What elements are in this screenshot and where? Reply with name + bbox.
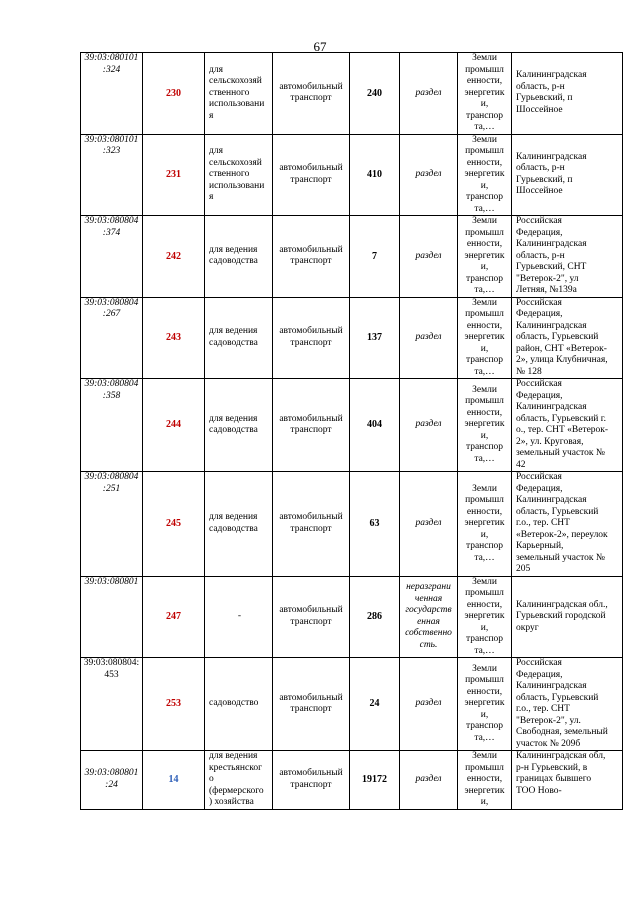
address-cell: Российская Федерация, Калининградская область, Гурьевский г.о., тер. СНТ «Ветерок-2», переулок Карьерный, земельный участок № 205 xyxy=(512,472,623,577)
area-cell: 410 xyxy=(350,134,400,216)
transport-type-cell: автомобильный транспорт xyxy=(273,53,350,135)
table-row xyxy=(81,751,623,810)
table-row xyxy=(81,658,623,751)
land-category-cell: Земли промышл енности, энергетик и, транспор та,… xyxy=(458,576,512,658)
cadastral-number-cell: 39:03:080101 :324 xyxy=(81,53,143,135)
area-cell: 286 xyxy=(350,576,400,658)
ownership-note-cell: раздел xyxy=(400,53,458,135)
address-cell: Калининградская область, р-н Гурьевский, п Шоссейное xyxy=(512,134,623,216)
area-cell: 24 xyxy=(350,658,400,751)
transport-type-cell: автомобильный транспорт xyxy=(273,472,350,577)
area-cell: 240 xyxy=(350,53,400,135)
permitted-use-cell: для ведения садоводства xyxy=(205,216,273,298)
address-cell: Калининградская обл, р-н Гурьевский, в границах бывшего ТОО Ново- xyxy=(512,751,623,810)
row-number-cell: 253 xyxy=(143,658,205,751)
row-number-cell: 247 xyxy=(143,576,205,658)
row-number-cell: 230 xyxy=(143,53,205,135)
transport-type-cell: автомобильный транспорт xyxy=(273,216,350,298)
table-row xyxy=(81,134,623,216)
table-row xyxy=(81,379,623,472)
address-cell: Российская Федерация, Калининградская область, р-н Гурьевский, СНТ "Ветерок-2", ул Летняя, №139а xyxy=(512,216,623,298)
address-cell: Калининградская область, р-н Гурьевский, п Шоссейное xyxy=(512,53,623,135)
land-category-cell: Земли промышл енности, энергетик и, транспор та,… xyxy=(458,472,512,577)
land-category-cell: Земли промышл енности, энергетик и, транспор та,… xyxy=(458,53,512,135)
permitted-use-cell: для ведения садоводства xyxy=(205,379,273,472)
permitted-use-cell: для ведения крестьянског о (фермерского ) хозяйства xyxy=(205,751,273,810)
row-number-cell: 245 xyxy=(143,472,205,577)
ownership-note-cell: раздел xyxy=(400,134,458,216)
row-number-cell: 244 xyxy=(143,379,205,472)
permitted-use-cell: для ведения садоводства xyxy=(205,297,273,379)
row-number-cell: 231 xyxy=(143,134,205,216)
cadastral-number-cell: 39:03:080804 :251 xyxy=(81,472,143,577)
ownership-note-cell: раздел xyxy=(400,658,458,751)
cadastral-number-cell: 39:03:080101 :323 xyxy=(81,134,143,216)
transport-type-cell: автомобильный транспорт xyxy=(273,576,350,658)
area-cell: 63 xyxy=(350,472,400,577)
transport-type-cell: автомобильный транспорт xyxy=(273,658,350,751)
cadastral-number-cell: 39:03:080804 :374 xyxy=(81,216,143,298)
ownership-note-cell: неразграни ченная государств енная собственно сть. xyxy=(400,576,458,658)
permitted-use-cell: - xyxy=(205,576,273,658)
address-cell: Российская Федерация, Калининградская область, Гурьевский район, СНТ «Ветерок- 2», улица Клубничная, № 128 xyxy=(512,297,623,379)
row-number-cell: 243 xyxy=(143,297,205,379)
area-cell: 404 xyxy=(350,379,400,472)
permitted-use-cell: садоводство xyxy=(205,658,273,751)
row-number-cell: 242 xyxy=(143,216,205,298)
permitted-use-cell: для сельскохозяй ственного использовани я xyxy=(205,134,273,216)
land-category-cell: Земли промышл енности, энергетик и, транспор та,… xyxy=(458,297,512,379)
land-category-cell: Земли промышл енности, энергетик и, транспор та,… xyxy=(458,216,512,298)
land-plots-table xyxy=(80,52,623,810)
table-row xyxy=(81,53,623,135)
land-category-cell: Земли промышл енности, энергетик и, xyxy=(458,751,512,810)
address-cell: Российская Федерация, Калининградская область, Гурьевский г. о., тер. СНТ «Ветерок- 2», ул. Круговая, земельный участок № 42 xyxy=(512,379,623,472)
cadastral-number-cell: 39:03:080801 xyxy=(81,576,143,658)
ownership-note-cell: раздел xyxy=(400,751,458,810)
transport-type-cell: автомобильный транспорт xyxy=(273,134,350,216)
ownership-note-cell: раздел xyxy=(400,472,458,577)
table-row xyxy=(81,297,623,379)
area-cell: 19172 xyxy=(350,751,400,810)
address-cell: Российская Федерация, Калининградская область, Гурьевский г.о., тер. СНТ "Ветерок-2", ул. Свободная, земельный участок № 209б xyxy=(512,658,623,751)
page-number: 67 xyxy=(313,39,327,54)
cadastral-number-cell: 39:03:080801 :24 xyxy=(81,751,143,810)
transport-type-cell: автомобильный транспорт xyxy=(273,751,350,810)
transport-type-cell: автомобильный транспорт xyxy=(273,297,350,379)
cadastral-number-cell: 39:03:080804: 453 xyxy=(81,658,143,751)
ownership-note-cell: раздел xyxy=(400,379,458,472)
table-row xyxy=(81,576,623,658)
permitted-use-cell: для ведения садоводства xyxy=(205,472,273,577)
area-cell: 7 xyxy=(350,216,400,298)
permitted-use-cell: для сельскохозяй ственного использовани я xyxy=(205,53,273,135)
ownership-note-cell: раздел xyxy=(400,216,458,298)
area-cell: 137 xyxy=(350,297,400,379)
table-row xyxy=(81,216,623,298)
land-category-cell: Земли промышл енности, энергетик и, транспор та,… xyxy=(458,134,512,216)
table-row xyxy=(81,472,623,577)
ownership-note-cell: раздел xyxy=(400,297,458,379)
transport-type-cell: автомобильный транспорт xyxy=(273,379,350,472)
cadastral-number-cell: 39:03:080804 :267 xyxy=(81,297,143,379)
land-category-cell: Земли промышл енности, энергетик и, транспор та,… xyxy=(458,658,512,751)
address-cell: Калининградская обл., Гурьевский городской округ xyxy=(512,576,623,658)
land-category-cell: Земли промышл енности, энергетик и, транспор та,… xyxy=(458,379,512,472)
cadastral-number-cell: 39:03:080804 :358 xyxy=(81,379,143,472)
row-number-cell: 14 xyxy=(143,751,205,810)
